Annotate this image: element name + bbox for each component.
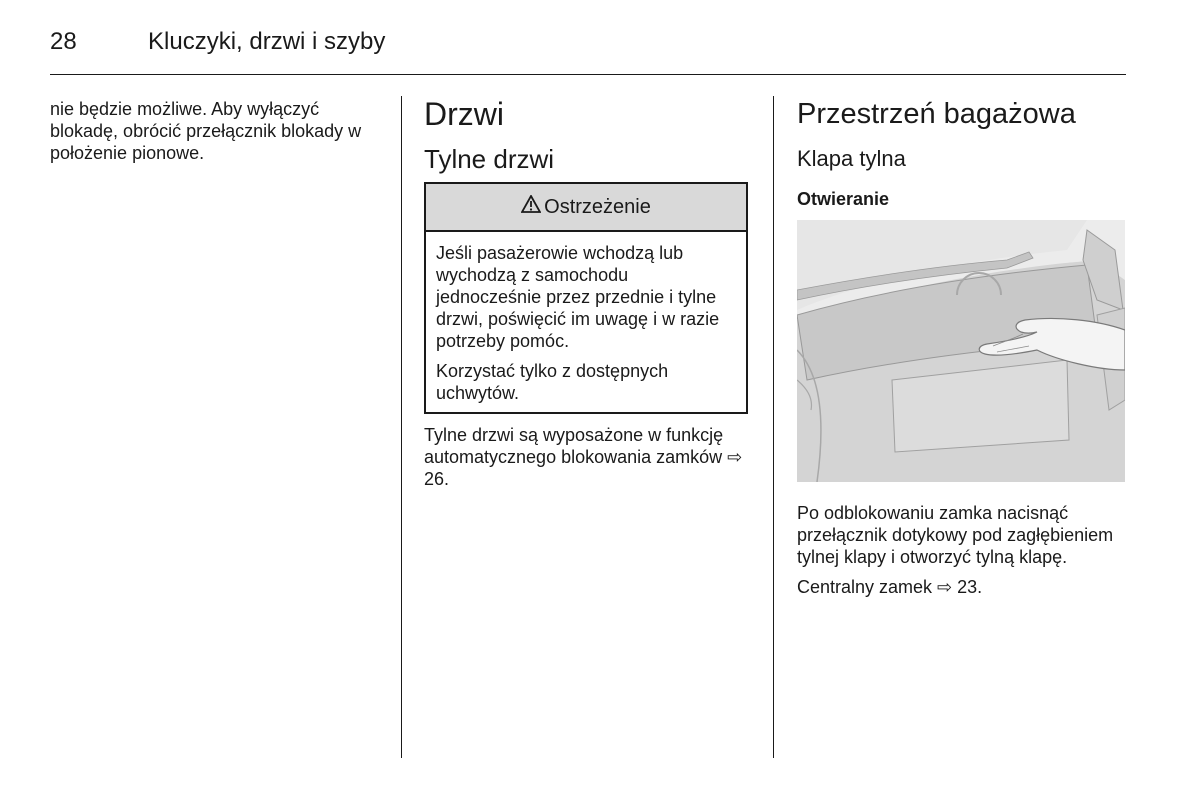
warning-paragraph: Jeśli pasażerowie wchodzą lub wychodzą z samochodu jednocześnie przez przednie i tylne drzwi, poświęcić im uwagę i w razie potrzeby pomóc.: [436, 243, 720, 351]
heading-tylne-drzwi: Tylne drzwi: [424, 144, 555, 174]
tailgate-illustration: [797, 220, 1125, 482]
heading-otwieranie: Otwieranie: [797, 189, 890, 209]
warning-triangle-icon: [521, 195, 541, 219]
cross-reference: Centralny zamek ⇨ 23.: [797, 577, 983, 597]
warning-box: [424, 182, 748, 414]
warning-label: Ostrzeżenie: [544, 195, 651, 218]
column-right: [797, 96, 1125, 598]
column-left: [50, 96, 385, 164]
page-number: 28: [50, 28, 77, 55]
column-divider: [773, 96, 774, 758]
warning-body: [426, 232, 746, 412]
body-paragraph: Tylne drzwi są wyposażone w funkcję automatycznego blokowania zamków ⇨ 26.: [424, 425, 743, 489]
continued-text: nie będzie możliwe. Aby wyłączyć blokadę, obrócić przełącznik blokady w położenie pionowe.: [50, 99, 362, 163]
header-rule: [50, 74, 1126, 75]
page-header: [50, 24, 1126, 64]
heading-przestrzen-bagazowa: Przestrzeń bagażowa: [797, 98, 1076, 130]
column-divider: [401, 96, 402, 758]
warning-header: [426, 184, 746, 232]
heading-drzwi: Drzwi: [424, 96, 504, 132]
section-title: Kluczyki, drzwi i szyby: [148, 28, 386, 55]
warning-paragraph: Korzystać tylko z dostępnych uchwytów.: [436, 361, 669, 403]
heading-klapa-tylna: Klapa tylna: [797, 146, 906, 171]
column-middle: [424, 96, 752, 490]
body-paragraph: Po odblokowaniu zamka nacisnąć przełącznik dotykowy pod zagłębieniem tylnej klapy i otworzyć tylną klapę.: [797, 503, 1114, 567]
